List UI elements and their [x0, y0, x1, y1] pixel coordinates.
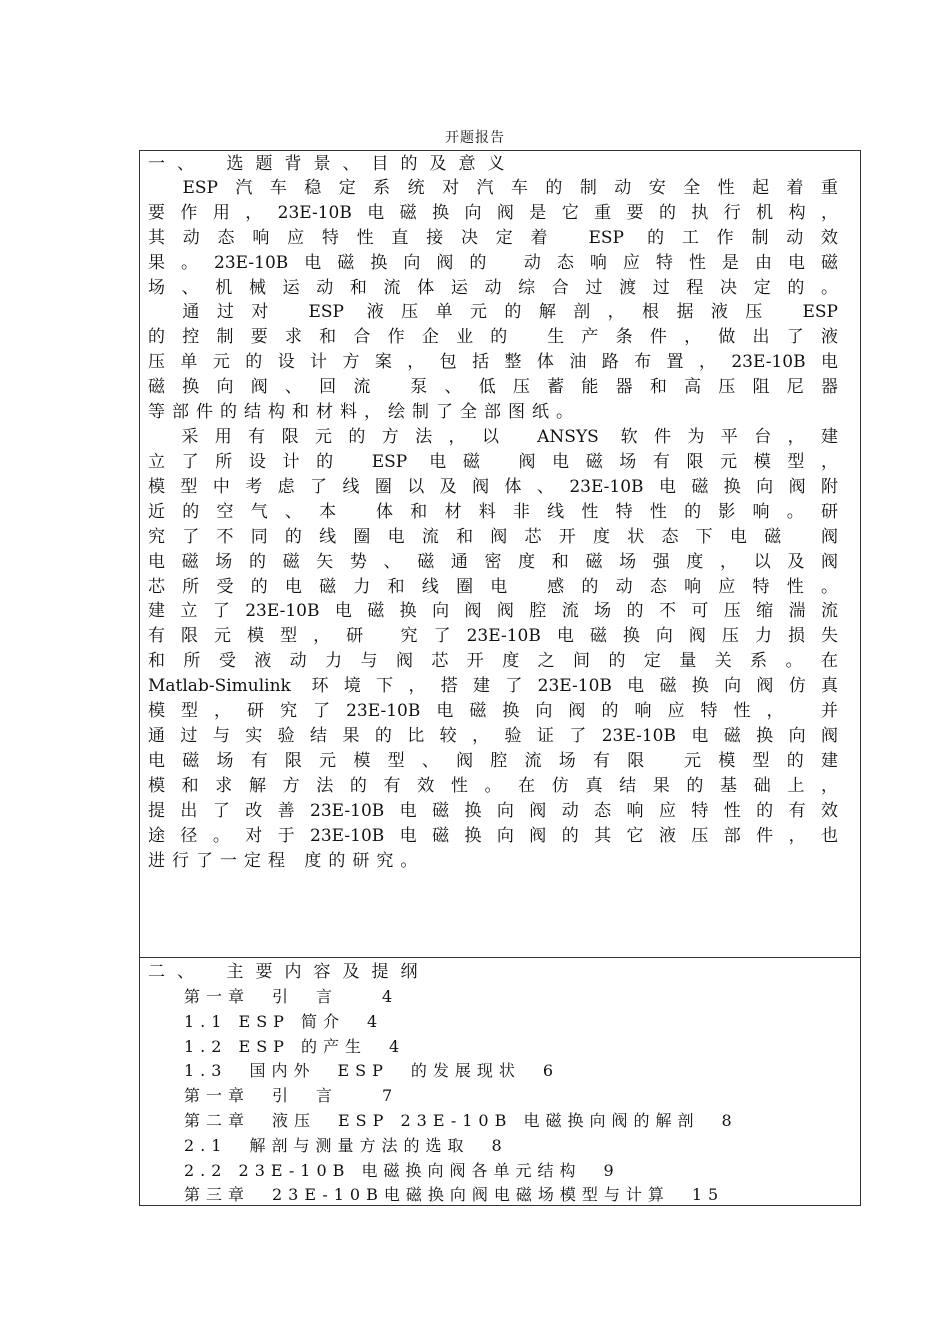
paragraph-line: 进行了一定程 度的研究。 [148, 851, 425, 871]
page-title: 开题报告 [445, 130, 505, 146]
section-outline [140, 958, 860, 1206]
paragraph-line: 采用有限元的方法，以 ANSYS 软件为平台，建 [148, 427, 838, 447]
paragraph-line: Matlab-Simulink 环境下，搭建了23E-10B电磁换向阀仿真 [148, 676, 838, 696]
section-background [140, 151, 860, 958]
paragraph-line: 芯所受的电磁力和线圈电 感的动态响应特性。 [148, 577, 838, 597]
paragraph-line: 模型，研究了23E-10B电磁换向阀的响应特性， 并 [148, 701, 838, 721]
paragraph-line: 模和求解方法的有效性。在仿真结果的基础上， [148, 776, 838, 796]
paragraph-line: 等部件的结构和材料，绘制了全部图纸。 [148, 402, 580, 422]
section-heading: 二、 主要内容及提纲 [148, 962, 430, 982]
outline-item: 第一章 引 言 4 [184, 987, 399, 1006]
paragraph-line: 其动态响应特性直接决定着 ESP 的工作制动效 [148, 228, 838, 248]
report-table [139, 150, 861, 1206]
outline-item: 第一章 引 言 7 [184, 1086, 399, 1105]
paragraph-line: 立了所设计的 ESP 电磁 阀电磁场有限元模型， [148, 452, 838, 472]
paragraph-line: 有限元模型，研 究了23E-10B电磁换向阀压力损失 [148, 626, 838, 646]
outline-item: 1.3 国内外 ESP 的发展现状 6 [184, 1061, 560, 1080]
paragraph-line: 的控制要求和合作企业的 生产条件，做出了液 [148, 327, 838, 347]
outline-item: 1.2 ESP 的产生 4 [184, 1037, 406, 1056]
paragraph-line: 要作用，23E-10B电磁换向阀是它重要的执行机构， [148, 203, 838, 223]
paragraph-line: 通过与实验结果的比较，验证了23E-10B电磁换向阀 [148, 726, 838, 746]
paragraph-line: 电磁场有限元模型、阀腔流场有限 元模型的建 [148, 751, 838, 771]
outline-item: 2.2 23E-10B 电磁换向阀各单元结构 9 [184, 1161, 620, 1180]
paragraph-line: 果。23E-10B电磁换向阀的 动态响应特性是由电磁 [148, 253, 838, 273]
outline-item: 第三章 23E-10B电磁换向阀电磁场模型与计算 15 [184, 1185, 725, 1204]
section-heading: 一、 选题背景、目的及意义 [148, 154, 517, 174]
paragraph-line: ESP汽车稳定系统对汽车的制动安全性起着重 [148, 178, 838, 198]
paragraph-line: 和所受液动力与阀芯开度之间的定量关系。在 [148, 651, 838, 671]
outline-item: 2.1 解剖与测量方法的选取 8 [184, 1136, 508, 1155]
paragraph-line: 近的空气、本 体和材料非线性特性的影响。研 [148, 502, 838, 522]
paragraph-line: 究了不同的线圈电流和阀芯开度状态下电磁 阀 [148, 527, 838, 547]
outline-item: 1.1 ESP 简介 4 [184, 1012, 384, 1031]
paragraph-line: 模型中考虑了线圈以及阀体、23E-10B电磁换向阀附 [148, 477, 838, 497]
paragraph-line: 压单元的设计方案，包括整体油路布置，23E-10B电 [148, 352, 838, 372]
paragraph-line: 场、机械运动和流体运动综合过渡过程决定的。 [148, 278, 838, 298]
outline-item: 第二章 液压 ESP 23E-10B 电磁换向阀的解剖 8 [184, 1111, 738, 1130]
paragraph-line: 建立了23E-10B电磁换向阀阀腔流场的不可压缩湍流 [148, 601, 838, 621]
paragraph-line: 提出了改善23E-10B电磁换向阀动态响应特性的有效 [148, 801, 838, 821]
paragraph-line: 电磁场的磁矢势、磁通密度和磁场强度，以及阀 [148, 552, 838, 572]
paragraph-line: 磁换向阀、回流 泵、低压蓄能器和高压阻尼器 [148, 377, 838, 397]
paragraph-line: 途径。对于23E-10B电磁换向阀的其它液压部件，也 [148, 826, 838, 846]
paragraph-line: 通过对 ESP 液压单元的解剖，根据液压 ESP [148, 302, 838, 322]
